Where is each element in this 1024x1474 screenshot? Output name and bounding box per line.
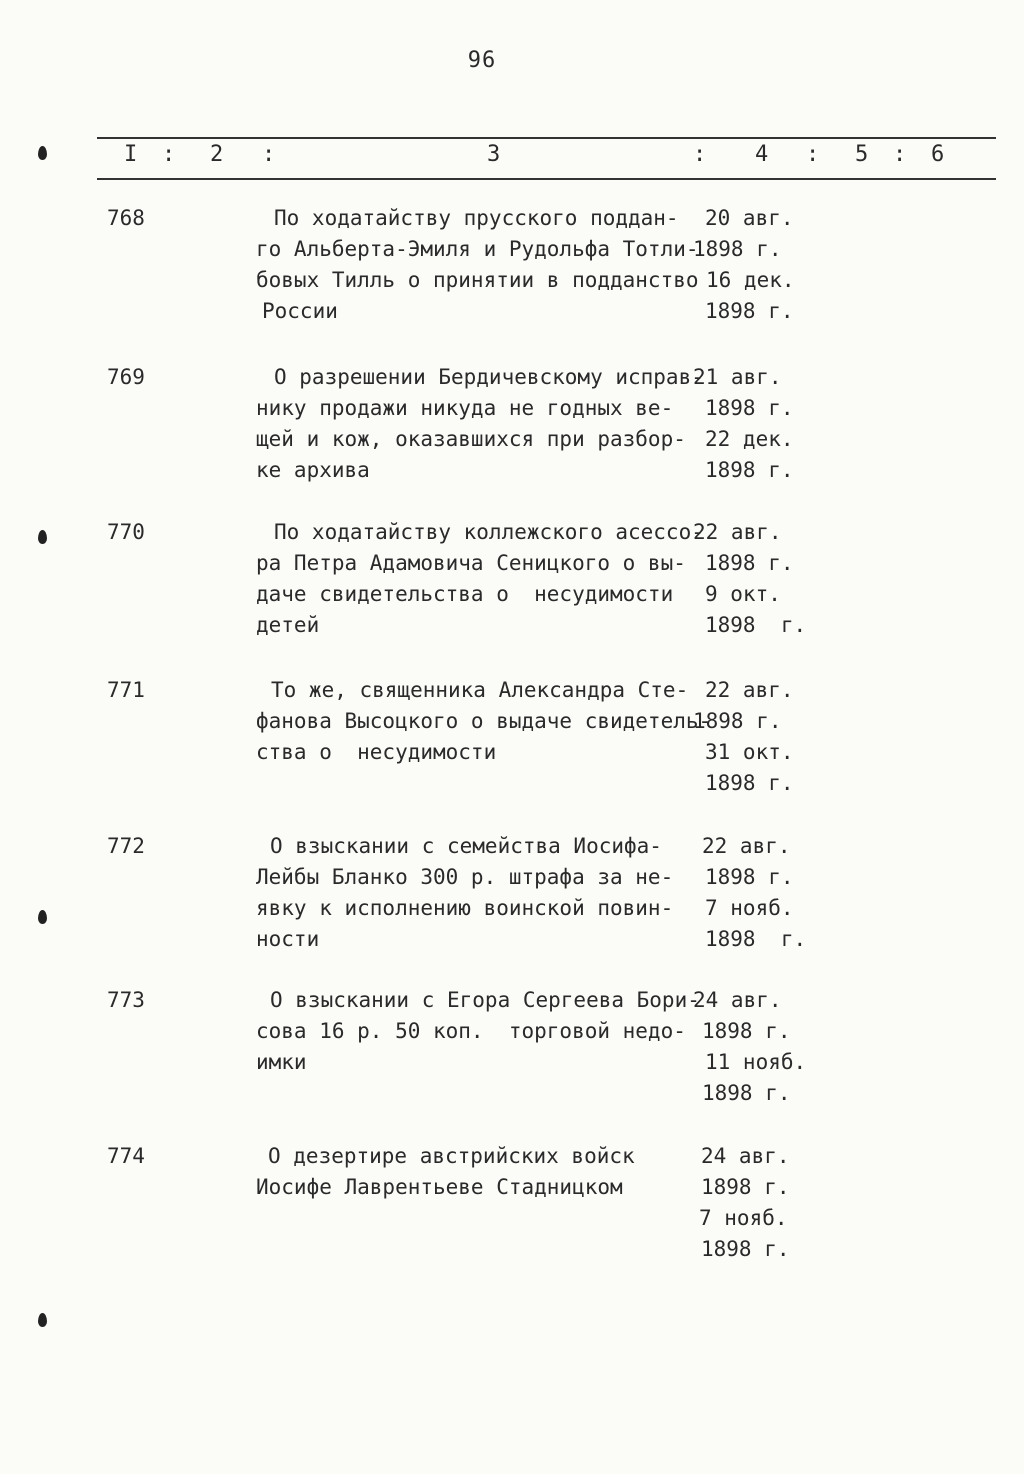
entry-end-date: 7 нояб. [699, 1206, 788, 1230]
list-item [0, 678, 1024, 808]
column-separator: : [806, 142, 820, 167]
entry-text-line: Иосифе Лаврентьеве Стадницком [256, 1175, 623, 1199]
entry-text-line: явку к исполнению воинской повин- [256, 896, 674, 920]
entry-text-line: ра Петра Адамовича Сеницкого о вы- [256, 551, 686, 575]
page-number: 96 [467, 48, 497, 73]
list-item [0, 206, 1024, 336]
entry-start-date: 20 авг. [705, 206, 794, 230]
entry-text-line: ности [256, 927, 320, 951]
list-item [0, 365, 1024, 495]
column-separator: : [162, 142, 176, 167]
entry-text-line: даче свидетельства о несудимости [256, 582, 674, 606]
entry-number: 772 [107, 834, 145, 858]
column-header-6: 6 [931, 142, 945, 167]
entry-text-line: По ходатайству коллежского асессо- [274, 520, 704, 544]
entry-number: 768 [107, 206, 145, 230]
entry-end-date: 31 окт. [705, 740, 794, 764]
entry-end-date: 7 нояб. [705, 896, 794, 920]
entry-start-date: 22 авг. [705, 678, 794, 702]
entry-number: 773 [107, 988, 145, 1012]
entry-end-year: 1898 г. [705, 299, 794, 323]
entry-text-line: бовых Тилль о принятии в подданство [256, 268, 699, 292]
entry-start-year: 1898 г. [705, 865, 794, 889]
entry-text-line: То же, священника Александра Сте- [271, 678, 689, 702]
column-header-5: 5 [855, 142, 869, 167]
entry-start-year: 1898 г. [701, 1175, 790, 1199]
column-header-4: 4 [755, 142, 769, 167]
list-item [0, 988, 1024, 1118]
entry-text-line: России [262, 299, 338, 323]
entry-text-line: Лейбы Бланко 300 р. штрафа за не- [256, 865, 674, 889]
column-separator: : [693, 142, 707, 167]
entry-end-date: 16 дек. [706, 268, 795, 292]
entry-start-date: 22 авг. [693, 520, 782, 544]
entry-text-line: детей [256, 613, 320, 637]
list-item [0, 834, 1024, 964]
entry-end-year: 1898 г. [705, 927, 807, 951]
entry-number: 774 [107, 1144, 145, 1168]
entry-end-date: 11 нояб. [705, 1050, 807, 1074]
entry-text-line: имки [256, 1050, 307, 1074]
entry-end-year: 1898 г. [705, 458, 794, 482]
entry-start-year: 1898 г. [705, 396, 794, 420]
column-header-1: I [124, 142, 138, 167]
list-item [0, 520, 1024, 650]
entry-start-date: 24 авг. [701, 1144, 790, 1168]
entry-start-year: 1898 г. [693, 237, 782, 261]
column-separator: : [893, 142, 907, 167]
entry-start-date: 21 авг. [693, 365, 782, 389]
entry-text-line: го Альберта-Эмиля и Рудольфа Тотли- [256, 237, 699, 261]
table-header-rule-top [97, 137, 996, 139]
entry-text-line: О взыскании с Егора Сергеева Бори- [270, 988, 700, 1012]
entry-text-line: По ходатайству прусского поддан- [274, 206, 679, 230]
entry-number: 770 [107, 520, 145, 544]
entry-text-line: нику продажи никуда не годных ве- [256, 396, 674, 420]
table-header-rule-bottom [97, 178, 996, 180]
entry-text-line: ке архива [256, 458, 370, 482]
entry-text-line: О дезертире австрийских войск [268, 1144, 635, 1168]
entry-start-date: 24 авг. [693, 988, 782, 1012]
entry-end-date: 9 окт. [705, 582, 781, 606]
entry-end-year: 1898 г. [705, 771, 794, 795]
entry-end-year: 1898 г. [701, 1237, 790, 1261]
entry-text-line: сова 16 р. 50 коп. торговой недо- [256, 1019, 686, 1043]
entry-start-year: 1898 г. [702, 1019, 791, 1043]
entry-start-year: 1898 г. [693, 709, 782, 733]
column-separator: : [262, 142, 276, 167]
entry-text-line: О разрешении Бердичевскому исправ- [274, 365, 704, 389]
entry-text-line: ства о несудимости [256, 740, 497, 764]
entry-text-line: фанова Высоцкого о выдаче свидетель- [256, 709, 712, 733]
entry-start-year: 1898 г. [705, 551, 794, 575]
list-item [0, 1144, 1024, 1274]
entry-end-year: 1898 г. [705, 613, 807, 637]
column-header-2: 2 [210, 142, 224, 167]
entry-start-date: 22 авг. [702, 834, 791, 858]
column-header-3: 3 [487, 142, 501, 167]
entry-end-year: 1898 г. [702, 1081, 791, 1105]
entry-number: 769 [107, 365, 145, 389]
entry-number: 771 [107, 678, 145, 702]
entry-end-date: 22 дек. [705, 427, 794, 451]
entry-text-line: щей и кож, оказавшихся при разбор- [256, 427, 686, 451]
entry-text-line: О взыскании с семейства Иосифа- [270, 834, 662, 858]
